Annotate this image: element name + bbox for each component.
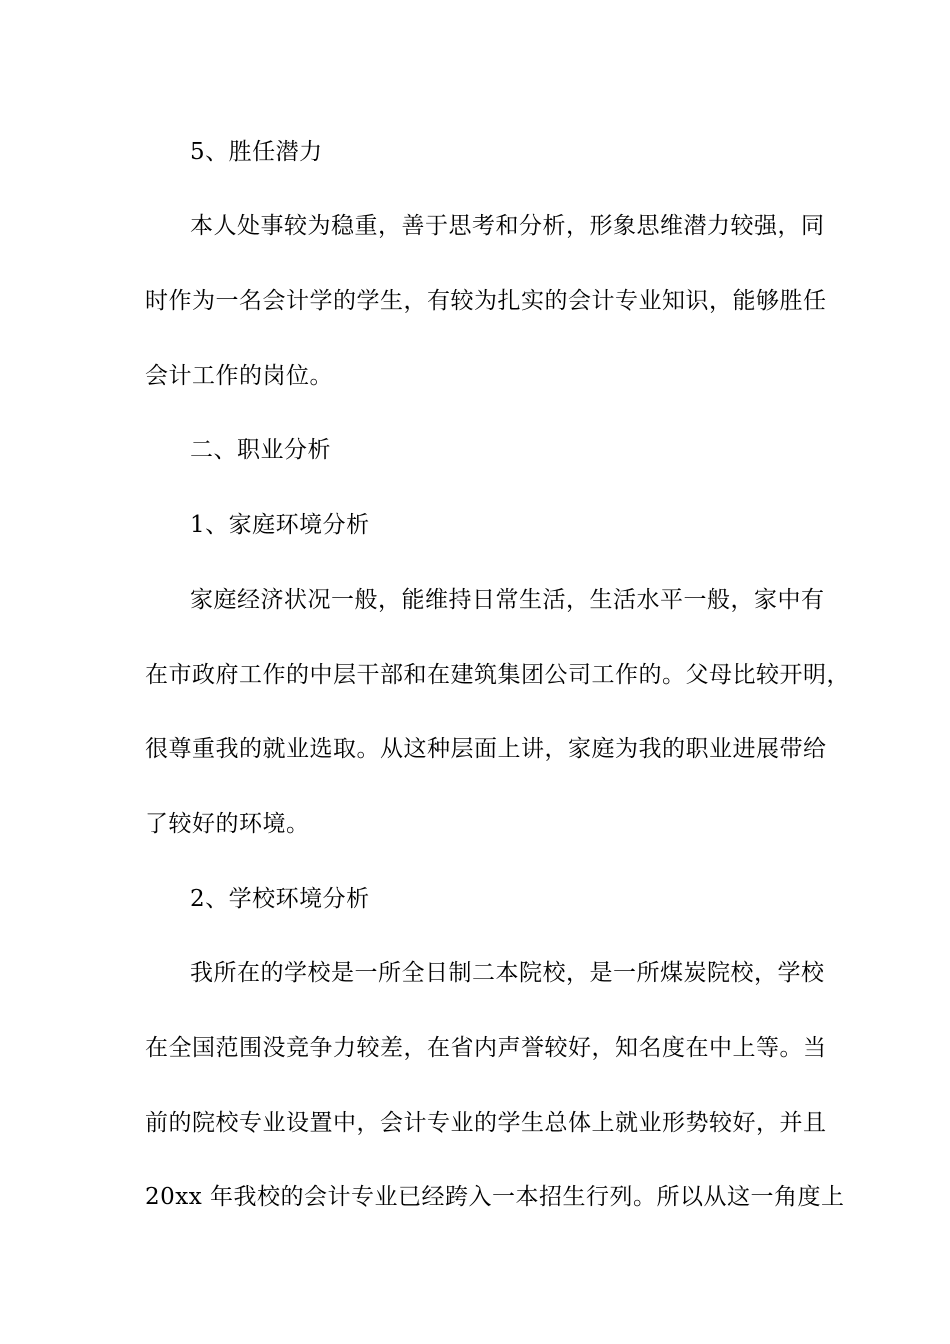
paragraph-line: 在全国范围没竞争力较差，在省内声誉较好，知名度在中上等。当 (145, 1035, 827, 1061)
heading-school-environment: 2、学校环境分析 (190, 886, 370, 912)
paragraph-line: 20xx 年我校的会计专业已经跨入一本招生行列。所以从这一角度上 (145, 1184, 845, 1210)
heading-competence: 5、胜任潜力 (190, 139, 323, 165)
paragraph-line: 了较好的环境。 (145, 811, 310, 837)
paragraph-line: 本人处事较为稳重，善于思考和分析，形象思维潜力较强，同 (190, 213, 825, 239)
paragraph-line: 我所在的学校是一所全日制二本院校，是一所煤炭院校，学校 (190, 960, 825, 986)
paragraph-line: 很尊重我的就业选取。从这种层面上讲，家庭为我的职业进展带给 (145, 736, 827, 762)
heading-family-environment: 1、家庭环境分析 (190, 512, 370, 538)
paragraph-line: 家庭经济状况一般，能维持日常生活，生活水平一般，家中有 (190, 587, 825, 613)
paragraph-line: 会计工作的岗位。 (145, 363, 333, 389)
paragraph-line: 前的院校专业设置中，会计专业的学生总体上就业形势较好，并且 (145, 1110, 827, 1136)
heading-career-analysis: 二、职业分析 (190, 437, 331, 463)
paragraph-line: 时作为一名会计学的学生，有较为扎实的会计专业知识，能够胜任 (145, 288, 827, 314)
paragraph-line: 在市政府工作的中层干部和在建筑集团公司工作的。父母比较开明， (145, 662, 850, 688)
